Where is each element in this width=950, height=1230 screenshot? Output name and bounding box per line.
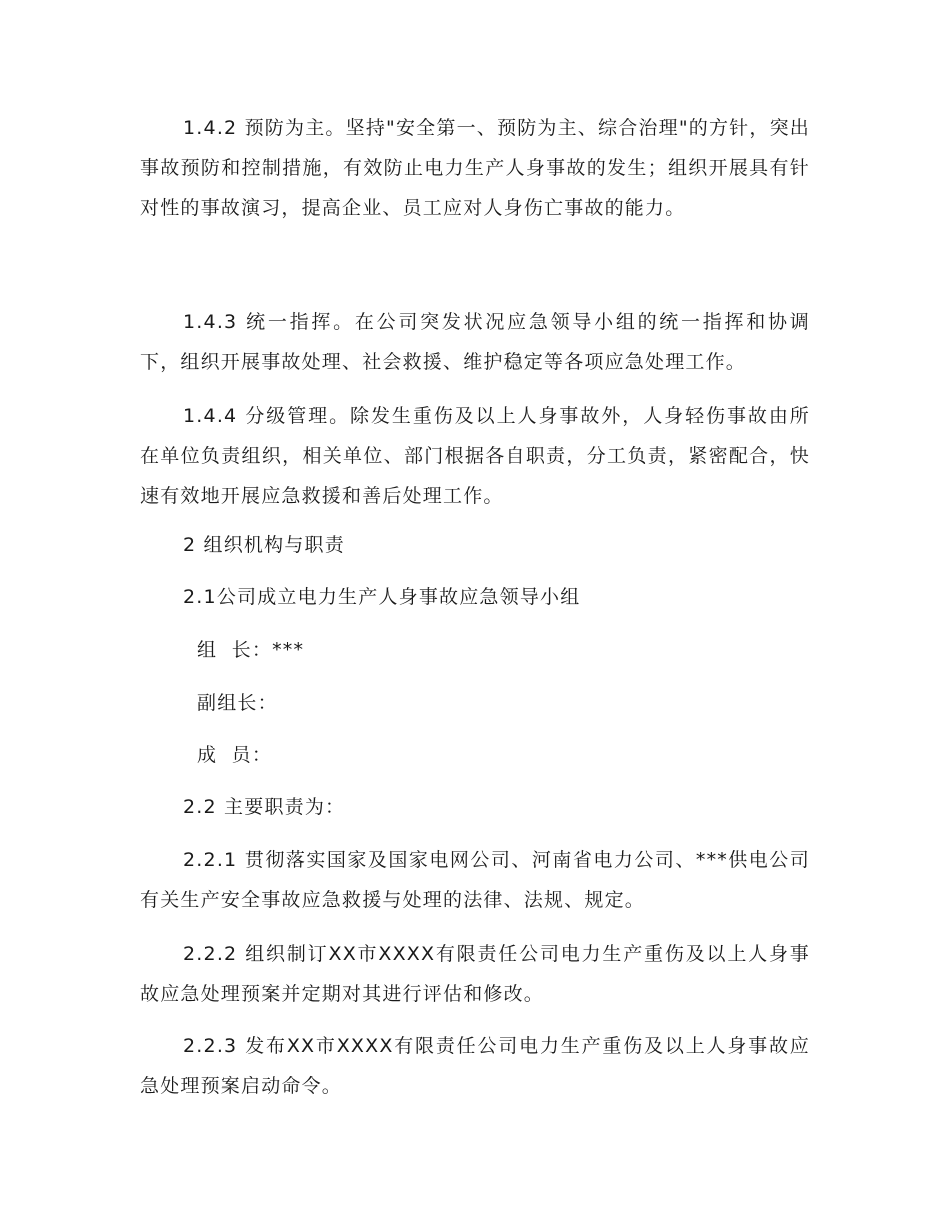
team-deputy-line: 副组长： bbox=[197, 692, 278, 714]
team-leader-line: 组 长：*** bbox=[197, 639, 305, 661]
duty-2-2-2: 2.2.2 组织制订XX市XXXX有限责任公司电力生产重伤及以上人身事故应急处理预案并定期对其进行评估和修改。 bbox=[140, 943, 810, 1005]
section-2-heading: 2 组织机构与职责 bbox=[183, 534, 345, 556]
section-2-1-heading: 2.1公司成立电力生产人身事故应急领导小组 bbox=[183, 586, 581, 608]
team-members-line: 成 员： bbox=[197, 744, 273, 766]
paragraph-1-4-4: 1.4.4 分级管理。除发生重伤及以上人身事故外，人身轻伤事故由所在单位负责组织，相关单位、部门根据各自职责，分工负责，紧密配合，快速有效地开展应急救援和善后处理工作。 bbox=[140, 405, 810, 507]
section-2-2-heading: 2.2 主要职责为： bbox=[183, 796, 346, 818]
duty-2-2-1: 2.2.1 贯彻落实国家及国家电网公司、河南省电力公司、***供电公司有关生产安全事故应急救援与处理的法律、法规、规定。 bbox=[140, 849, 810, 911]
paragraph-1-4-3: 1.4.3 统一指挥。在公司突发状况应急领导小组的统一指挥和协调下，组织开展事故处理、社会救援、维护稳定等各项应急处理工作。 bbox=[140, 311, 810, 373]
paragraph-1-4-2: 1.4.2 预防为主。坚持"安全第一、预防为主、综合治理"的方针，突出事故预防和控制措施，有效防止电力生产人身事故的发生；组织开展具有针对性的事故演习，提高企业、员工应对人身伤亡事故的能力。 bbox=[140, 117, 810, 219]
duty-2-2-3: 2.2.3 发布XX市XXXX有限责任公司电力生产重伤及以上人身事故应急处理预案启动命令。 bbox=[140, 1035, 810, 1097]
